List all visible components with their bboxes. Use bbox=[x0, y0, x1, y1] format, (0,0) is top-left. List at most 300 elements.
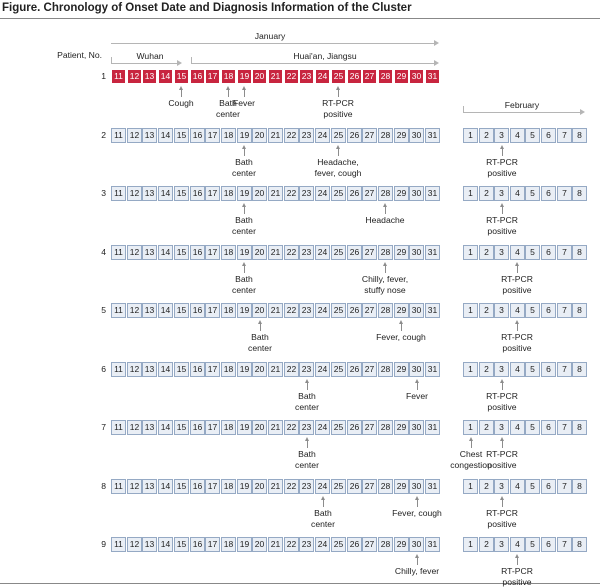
patient-number: 2 bbox=[101, 130, 106, 140]
january-day-cell: 26 bbox=[347, 303, 362, 318]
january-day-cell: 14 bbox=[158, 303, 173, 318]
january-day-cell: 21 bbox=[268, 303, 283, 318]
january-day-cell: 16 bbox=[190, 245, 205, 260]
february-day-cell: 1 bbox=[463, 245, 478, 260]
event-annotation-line: Bath bbox=[298, 449, 316, 459]
event-annotation-line: positive bbox=[502, 342, 532, 353]
annotation-arrow-stem bbox=[307, 440, 308, 448]
january-day-cell: 17 bbox=[205, 69, 220, 84]
january-day-cell: 23 bbox=[299, 186, 314, 201]
january-day-cell: 19 bbox=[237, 303, 252, 318]
january-day-cell: 16 bbox=[190, 420, 205, 435]
january-day-cell: 21 bbox=[268, 362, 283, 377]
january-day-cell: 13 bbox=[142, 303, 157, 318]
event-annotation-line: Bath bbox=[235, 274, 253, 284]
event-annotation-line: Fever, cough bbox=[392, 508, 442, 518]
january-day-cell: 13 bbox=[142, 245, 157, 260]
january-day-cell: 14 bbox=[158, 420, 173, 435]
patient-number: 5 bbox=[101, 305, 106, 315]
january-day-cell: 29 bbox=[394, 537, 409, 552]
january-day-cell: 23 bbox=[299, 479, 314, 494]
january-day-cell: 16 bbox=[190, 128, 205, 143]
january-day-cell: 11 bbox=[111, 186, 126, 201]
january-day-cell: 19 bbox=[237, 420, 252, 435]
event-annotation bbox=[486, 508, 518, 529]
event-annotation bbox=[233, 98, 255, 109]
february-day-cell: 5 bbox=[525, 128, 540, 143]
event-annotation-line: RT-PCR bbox=[486, 449, 518, 459]
january-day-cell: 30 bbox=[409, 69, 424, 84]
annotation-arrow-stem bbox=[502, 440, 503, 448]
february-day-cell: 3 bbox=[494, 420, 509, 435]
february-day-cell: 4 bbox=[510, 186, 525, 201]
event-annotation-line: center bbox=[248, 342, 272, 353]
january-day-cell: 26 bbox=[347, 69, 362, 84]
february-day-cell: 8 bbox=[572, 245, 587, 260]
february-day-cell: 1 bbox=[463, 303, 478, 318]
january-day-cell: 24 bbox=[315, 245, 330, 260]
january-day-cell: 27 bbox=[362, 362, 377, 377]
event-annotation-line: positive bbox=[502, 576, 532, 587]
february-day-cell: 2 bbox=[479, 303, 494, 318]
january-day-cell: 19 bbox=[237, 128, 252, 143]
january-day-cell: 14 bbox=[158, 69, 173, 84]
february-day-cell: 6 bbox=[541, 303, 556, 318]
february-day-cell: 8 bbox=[572, 128, 587, 143]
february-day-cell: 1 bbox=[463, 537, 478, 552]
event-annotation-line: Cough bbox=[168, 98, 194, 108]
annotation-arrow-stem bbox=[502, 148, 503, 156]
january-day-cell: 18 bbox=[221, 245, 236, 260]
january-day-cell: 12 bbox=[127, 186, 142, 201]
february-day-cell: 2 bbox=[479, 186, 494, 201]
january-day-cell: 14 bbox=[158, 245, 173, 260]
january-day-cell: 25 bbox=[331, 69, 346, 84]
event-annotation bbox=[501, 274, 533, 295]
january-day-cell: 12 bbox=[127, 303, 142, 318]
february-day-cell: 7 bbox=[557, 303, 572, 318]
january-day-cell: 24 bbox=[315, 479, 330, 494]
february-day-cell: 4 bbox=[510, 128, 525, 143]
january-day-cell: 27 bbox=[362, 479, 377, 494]
january-day-cell: 20 bbox=[252, 128, 267, 143]
event-annotation bbox=[406, 391, 428, 402]
january-day-cell: 20 bbox=[252, 420, 267, 435]
event-annotation bbox=[501, 566, 533, 587]
january-day-cell: 29 bbox=[394, 128, 409, 143]
annotation-arrow-stem bbox=[244, 206, 245, 214]
january-day-cell: 19 bbox=[237, 479, 252, 494]
february-day-cell: 4 bbox=[510, 245, 525, 260]
annotation-arrow-stem bbox=[323, 499, 324, 507]
january-day-cell: 18 bbox=[221, 362, 236, 377]
annotation-arrow-stem bbox=[471, 440, 472, 448]
huaian-label: Huai'an, Jiangsu bbox=[293, 51, 357, 61]
january-day-cell: 27 bbox=[362, 69, 377, 84]
february-label: February bbox=[504, 100, 540, 110]
february-day-cell: 8 bbox=[572, 362, 587, 377]
patient-number: 9 bbox=[101, 539, 106, 549]
january-day-cell: 25 bbox=[331, 537, 346, 552]
january-day-cell: 29 bbox=[394, 420, 409, 435]
february-day-cell: 7 bbox=[557, 537, 572, 552]
january-day-cell: 25 bbox=[331, 420, 346, 435]
january-day-cell: 11 bbox=[111, 479, 126, 494]
annotation-arrow-stem bbox=[338, 148, 339, 156]
annotation-arrow-stem bbox=[244, 89, 245, 97]
event-annotation-line: center bbox=[232, 167, 256, 178]
january-day-cell: 18 bbox=[221, 537, 236, 552]
january-day-cell: 30 bbox=[409, 245, 424, 260]
february-arrow-icon bbox=[580, 109, 585, 115]
january-day-cell: 26 bbox=[347, 362, 362, 377]
february-day-cell: 1 bbox=[463, 186, 478, 201]
january-day-cell: 27 bbox=[362, 245, 377, 260]
february-day-cell: 5 bbox=[525, 537, 540, 552]
figure-title: Figure. Chronology of Onset Date and Diagnosis Information of the Cluster bbox=[2, 2, 412, 14]
event-annotation-line: center bbox=[295, 459, 319, 470]
january-day-cell: 25 bbox=[331, 303, 346, 318]
february-day-cell: 7 bbox=[557, 362, 572, 377]
january-day-cell: 19 bbox=[237, 69, 252, 84]
january-day-cell: 18 bbox=[221, 186, 236, 201]
annotation-arrow-stem bbox=[502, 382, 503, 390]
january-day-cell: 15 bbox=[174, 128, 189, 143]
january-day-cell: 12 bbox=[127, 128, 142, 143]
january-day-cell: 30 bbox=[409, 128, 424, 143]
february-day-cell: 4 bbox=[510, 420, 525, 435]
january-day-cell: 29 bbox=[394, 69, 409, 84]
january-label: January bbox=[254, 31, 286, 41]
event-annotation-line: Fever bbox=[233, 98, 255, 108]
january-day-cell: 27 bbox=[362, 128, 377, 143]
january-day-cell: 11 bbox=[111, 245, 126, 260]
february-day-cell: 5 bbox=[525, 479, 540, 494]
january-day-cell: 21 bbox=[268, 420, 283, 435]
january-day-cell: 31 bbox=[425, 362, 440, 377]
january-day-cell: 23 bbox=[299, 362, 314, 377]
january-day-cell: 30 bbox=[409, 537, 424, 552]
event-annotation bbox=[232, 157, 256, 178]
january-day-cell: 23 bbox=[299, 303, 314, 318]
january-day-cell: 14 bbox=[158, 186, 173, 201]
january-day-cell: 14 bbox=[158, 362, 173, 377]
patient-number: 3 bbox=[101, 188, 106, 198]
january-day-cell: 24 bbox=[315, 128, 330, 143]
january-day-cell: 24 bbox=[315, 186, 330, 201]
january-day-cell: 23 bbox=[299, 245, 314, 260]
event-annotation-line: Chest bbox=[459, 449, 483, 459]
january-day-cell: 29 bbox=[394, 479, 409, 494]
event-annotation-line: Bath bbox=[219, 98, 237, 108]
annotation-arrow-stem bbox=[260, 323, 261, 331]
patient-number: 4 bbox=[101, 247, 106, 257]
event-annotation-line: RT-PCR bbox=[322, 98, 354, 108]
january-day-cell: 15 bbox=[174, 245, 189, 260]
patient-header: Patient, No. bbox=[57, 50, 102, 60]
january-day-cell: 24 bbox=[315, 420, 330, 435]
annotation-arrow-stem bbox=[417, 499, 418, 507]
february-day-cell: 5 bbox=[525, 362, 540, 377]
event-annotation bbox=[362, 274, 408, 295]
event-annotation bbox=[232, 274, 256, 295]
february-day-cell: 4 bbox=[510, 362, 525, 377]
february-day-cell: 6 bbox=[541, 128, 556, 143]
february-day-cell: 6 bbox=[541, 186, 556, 201]
january-day-cell: 15 bbox=[174, 362, 189, 377]
huaian-range-line bbox=[191, 63, 435, 64]
january-day-cell: 31 bbox=[425, 303, 440, 318]
january-day-cell: 23 bbox=[299, 69, 314, 84]
event-annotation bbox=[315, 157, 362, 178]
january-day-cell: 22 bbox=[284, 69, 299, 84]
january-day-cell: 22 bbox=[284, 245, 299, 260]
january-day-cell: 31 bbox=[425, 537, 440, 552]
february-day-cell: 1 bbox=[463, 479, 478, 494]
annotation-arrow-stem bbox=[338, 89, 339, 97]
event-annotation-line: positive bbox=[323, 108, 353, 119]
january-day-cell: 22 bbox=[284, 362, 299, 377]
february-day-cell: 5 bbox=[525, 420, 540, 435]
february-day-cell: 4 bbox=[510, 303, 525, 318]
january-day-cell: 29 bbox=[394, 362, 409, 377]
january-day-cell: 24 bbox=[315, 303, 330, 318]
january-day-cell: 11 bbox=[111, 128, 126, 143]
february-day-cell: 7 bbox=[557, 245, 572, 260]
event-annotation-line: center bbox=[295, 401, 319, 412]
january-day-cell: 24 bbox=[315, 69, 330, 84]
january-day-cell: 31 bbox=[425, 420, 440, 435]
february-day-cell: 6 bbox=[541, 420, 556, 435]
event-annotation-line: positive bbox=[487, 401, 517, 412]
january-day-cell: 22 bbox=[284, 479, 299, 494]
february-day-cell: 3 bbox=[494, 362, 509, 377]
january-day-cell: 13 bbox=[142, 186, 157, 201]
patient-number: 6 bbox=[101, 364, 106, 374]
february-day-cell: 8 bbox=[572, 537, 587, 552]
event-annotation bbox=[376, 332, 426, 343]
event-annotation-line: positive bbox=[487, 225, 517, 236]
january-day-cell: 20 bbox=[252, 362, 267, 377]
february-day-cell: 3 bbox=[494, 479, 509, 494]
january-day-cell: 31 bbox=[425, 128, 440, 143]
february-day-cell: 3 bbox=[494, 537, 509, 552]
february-day-cell: 5 bbox=[525, 245, 540, 260]
january-day-cell: 20 bbox=[252, 303, 267, 318]
february-day-cell: 8 bbox=[572, 420, 587, 435]
january-day-cell: 18 bbox=[221, 128, 236, 143]
february-day-cell: 1 bbox=[463, 128, 478, 143]
january-day-cell: 28 bbox=[378, 245, 393, 260]
january-range-line bbox=[111, 43, 435, 44]
annotation-arrow-stem bbox=[401, 323, 402, 331]
january-day-cell: 17 bbox=[205, 537, 220, 552]
january-day-cell: 31 bbox=[425, 186, 440, 201]
event-annotation-line: Bath bbox=[251, 332, 269, 342]
event-annotation-line: RT-PCR bbox=[501, 274, 533, 284]
january-day-cell: 12 bbox=[127, 362, 142, 377]
january-day-cell: 19 bbox=[237, 245, 252, 260]
event-annotation-line: congestion bbox=[450, 459, 492, 470]
january-day-cell: 15 bbox=[174, 420, 189, 435]
february-day-cell: 6 bbox=[541, 537, 556, 552]
annotation-arrow-stem bbox=[307, 382, 308, 390]
event-annotation bbox=[311, 508, 335, 529]
january-day-cell: 26 bbox=[347, 186, 362, 201]
annotation-arrow-stem bbox=[502, 206, 503, 214]
annotation-arrow-stem bbox=[244, 265, 245, 273]
event-annotation-line: center bbox=[232, 284, 256, 295]
january-day-cell: 27 bbox=[362, 420, 377, 435]
event-annotation-line: Headache bbox=[365, 215, 405, 225]
event-annotation-line: RT-PCR bbox=[486, 508, 518, 518]
event-annotation-line: Bath bbox=[235, 157, 253, 167]
top-rule bbox=[0, 18, 600, 19]
event-annotation bbox=[295, 391, 319, 412]
january-day-cell: 15 bbox=[174, 186, 189, 201]
january-day-cell: 18 bbox=[221, 479, 236, 494]
january-day-cell: 15 bbox=[174, 69, 189, 84]
february-day-cell: 3 bbox=[494, 245, 509, 260]
wuhan-arrow-icon bbox=[177, 60, 182, 66]
january-day-cell: 17 bbox=[205, 362, 220, 377]
january-day-cell: 28 bbox=[378, 479, 393, 494]
event-annotation bbox=[365, 215, 404, 226]
january-day-cell: 18 bbox=[221, 420, 236, 435]
annotation-arrow-stem bbox=[385, 206, 386, 214]
january-day-cell: 29 bbox=[394, 245, 409, 260]
february-day-cell: 6 bbox=[541, 362, 556, 377]
february-day-cell: 2 bbox=[479, 537, 494, 552]
annotation-arrow-stem bbox=[385, 265, 386, 273]
february-day-cell: 3 bbox=[494, 303, 509, 318]
january-day-cell: 30 bbox=[409, 420, 424, 435]
january-day-cell: 17 bbox=[205, 479, 220, 494]
january-day-cell: 28 bbox=[378, 186, 393, 201]
january-day-cell: 23 bbox=[299, 537, 314, 552]
january-day-cell: 25 bbox=[331, 245, 346, 260]
january-day-cell: 29 bbox=[394, 303, 409, 318]
january-day-cell: 18 bbox=[221, 303, 236, 318]
january-day-cell: 23 bbox=[299, 420, 314, 435]
january-day-cell: 18 bbox=[221, 69, 236, 84]
february-day-cell: 6 bbox=[541, 245, 556, 260]
january-day-cell: 22 bbox=[284, 186, 299, 201]
january-day-cell: 27 bbox=[362, 303, 377, 318]
january-day-cell: 15 bbox=[174, 479, 189, 494]
february-day-cell: 7 bbox=[557, 128, 572, 143]
annotation-arrow-stem bbox=[517, 557, 518, 565]
event-annotation-line: RT-PCR bbox=[486, 157, 518, 167]
january-day-cell: 26 bbox=[347, 245, 362, 260]
february-day-cell: 7 bbox=[557, 420, 572, 435]
january-day-cell: 16 bbox=[190, 362, 205, 377]
january-day-cell: 24 bbox=[315, 537, 330, 552]
january-day-cell: 17 bbox=[205, 303, 220, 318]
january-day-cell: 13 bbox=[142, 128, 157, 143]
january-day-cell: 15 bbox=[174, 537, 189, 552]
february-day-cell: 5 bbox=[525, 186, 540, 201]
event-annotation bbox=[486, 391, 518, 412]
january-day-cell: 11 bbox=[111, 537, 126, 552]
january-day-cell: 11 bbox=[111, 69, 126, 84]
january-day-cell: 30 bbox=[409, 186, 424, 201]
event-annotation bbox=[486, 215, 518, 236]
january-day-cell: 26 bbox=[347, 420, 362, 435]
january-day-cell: 13 bbox=[142, 362, 157, 377]
february-day-cell: 4 bbox=[510, 537, 525, 552]
january-day-cell: 12 bbox=[127, 69, 142, 84]
january-day-cell: 25 bbox=[331, 128, 346, 143]
january-day-cell: 13 bbox=[142, 537, 157, 552]
event-annotation bbox=[232, 215, 256, 236]
huaian-arrow-icon bbox=[434, 60, 439, 66]
event-annotation-line: positive bbox=[487, 518, 517, 529]
january-day-cell: 20 bbox=[252, 186, 267, 201]
january-day-cell: 25 bbox=[331, 362, 346, 377]
event-annotation-line: Bath bbox=[314, 508, 332, 518]
event-annotation bbox=[486, 449, 518, 470]
january-day-cell: 13 bbox=[142, 420, 157, 435]
january-day-cell: 22 bbox=[284, 303, 299, 318]
february-day-cell: 3 bbox=[494, 128, 509, 143]
february-day-cell: 2 bbox=[479, 128, 494, 143]
january-day-cell: 11 bbox=[111, 420, 126, 435]
event-annotation-line: Chilly, fever, bbox=[361, 274, 409, 284]
january-day-cell: 26 bbox=[347, 479, 362, 494]
february-day-cell: 7 bbox=[557, 479, 572, 494]
january-day-cell: 12 bbox=[127, 245, 142, 260]
annotation-arrow-stem bbox=[517, 265, 518, 273]
january-day-cell: 20 bbox=[252, 479, 267, 494]
event-annotation-line: Fever, cough bbox=[376, 332, 426, 342]
january-day-cell: 14 bbox=[158, 479, 173, 494]
january-day-cell: 21 bbox=[268, 537, 283, 552]
event-annotation bbox=[392, 508, 442, 519]
event-annotation-line: positive bbox=[487, 459, 517, 470]
january-day-cell: 13 bbox=[142, 69, 157, 84]
january-day-cell: 13 bbox=[142, 479, 157, 494]
january-day-cell: 20 bbox=[252, 69, 267, 84]
event-annotation bbox=[486, 157, 518, 178]
january-day-cell: 28 bbox=[378, 420, 393, 435]
event-annotation bbox=[248, 332, 272, 353]
annotation-arrow-stem bbox=[181, 89, 182, 97]
event-annotation bbox=[168, 98, 193, 109]
february-day-cell: 2 bbox=[479, 245, 494, 260]
february-day-cell: 8 bbox=[572, 479, 587, 494]
january-day-cell: 23 bbox=[299, 128, 314, 143]
event-annotation bbox=[322, 98, 354, 119]
annotation-arrow-stem bbox=[502, 499, 503, 507]
event-annotation-line: RT-PCR bbox=[486, 391, 518, 401]
event-annotation-line: RT-PCR bbox=[501, 332, 533, 342]
january-day-cell: 26 bbox=[347, 128, 362, 143]
january-day-cell: 12 bbox=[127, 420, 142, 435]
event-annotation-line: RT-PCR bbox=[486, 215, 518, 225]
february-day-cell: 2 bbox=[479, 362, 494, 377]
event-annotation-line: RT-PCR bbox=[501, 566, 533, 576]
january-day-cell: 17 bbox=[205, 245, 220, 260]
event-annotation bbox=[295, 449, 319, 470]
january-day-cell: 29 bbox=[394, 186, 409, 201]
february-day-cell: 3 bbox=[494, 186, 509, 201]
february-day-cell: 8 bbox=[572, 303, 587, 318]
january-day-cell: 19 bbox=[237, 362, 252, 377]
january-day-cell: 11 bbox=[111, 362, 126, 377]
february-day-cell: 6 bbox=[541, 479, 556, 494]
annotation-arrow-stem bbox=[244, 148, 245, 156]
